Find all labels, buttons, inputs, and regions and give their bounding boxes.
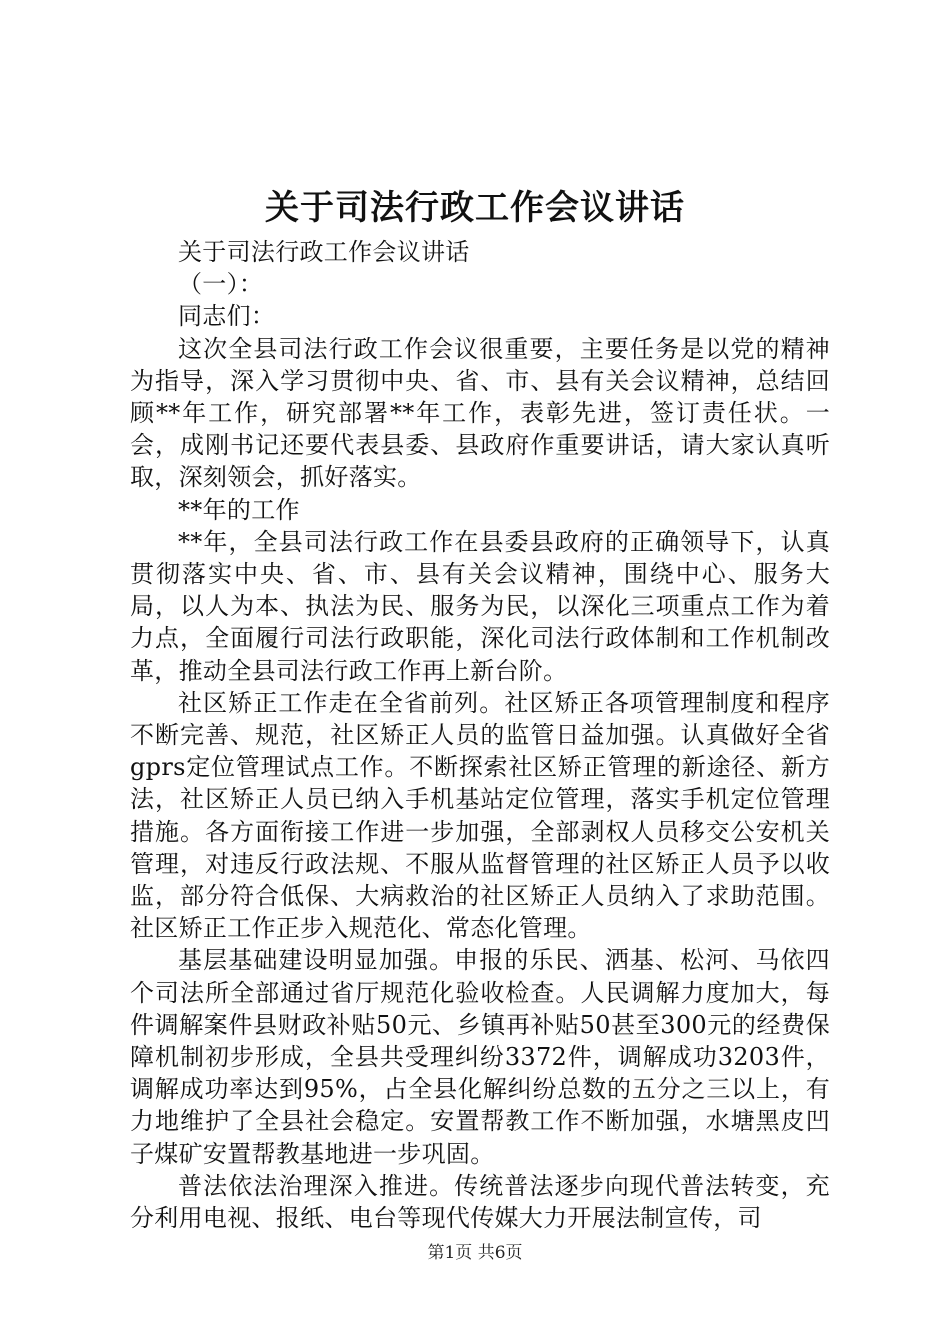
salutation-paragraph: 同志们： bbox=[178, 302, 276, 331]
page-footer: 第1页 共6页 bbox=[427, 1243, 523, 1263]
body-paragraph: **年，全县司法行政工作在县委县政府的正确领导下，认真贯彻落实中央、省、市、县有关会议精神，围绕中心、服务大局，以人为本、执法为民、服务为民，以深化三项重点工作为着力点，全面履行司法行政职能，深化司法行政体制和工作机制改革，推动全县司法行政工作再上新台阶。 bbox=[130, 527, 830, 685]
body-paragraph: 社区矫正工作走在全省前列。社区矫正各项管理制度和程序不断完善、规范，社区矫正人员的监管日益加强。认真做好全省gprs定位管理试点工作。不断探索社区矫正管理的新途径、新方法，社区矫正人员已纳入手机基站定位管理，落实手机定位管理措施。各方面衔接工作进一步加强，全部剥权人员移交公安机关管理，对违反行政法规、不服从监督管理的社区矫正人员予以收监，部分符合低保、大病救治的社区矫正人员纳入了求助范围。社区矫正工作正步入规范化、常态化管理。 bbox=[130, 688, 830, 943]
subtitle-paragraph: 关于司法行政工作会议讲话 bbox=[178, 238, 470, 266]
section-number-paragraph: （一）： bbox=[178, 270, 264, 299]
body-paragraph: 基层基础建设明显加强。申报的乐民、洒基、松河、马依四个司法所全部通过省厅规范化验收检查。人民调解力度加大，每件调解案件县财政补贴50元、乡镇再补贴50甚至300元的经费保障机制初步形成，全县共受理纠纷3372件，调解成功3203件，调解成功率达到95%，占全县化解纠纷总数的五分之三以上，有力地维护了全县社会稳定。安置帮教工作不断加强，水塘黑皮凹子煤矿安置帮教基地进一步巩固。 bbox=[130, 946, 830, 1168]
body-paragraph: 普法依法治理深入推进。传统普法逐步向现代普法转变，充分利用电视、报纸、电台等现代传媒大力开展法制宣传，司 bbox=[130, 1171, 830, 1233]
body-paragraph: 这次全县司法行政工作会议很重要，主要任务是以党的精神为指导，深入学习贯彻中央、省、市、县有关会议精神，总结回顾**年工作，研究部署**年工作，表彰先进，签订责任状。一会，成刚书记还要代表县委、县政府作重要讲话，请大家认真听取，深刻领会，抓好落实。 bbox=[130, 334, 830, 492]
section-heading: **年的工作 bbox=[178, 495, 300, 524]
document-title: 关于司法行政工作会议讲话 bbox=[265, 188, 685, 228]
document-body bbox=[130, 236, 830, 1234]
